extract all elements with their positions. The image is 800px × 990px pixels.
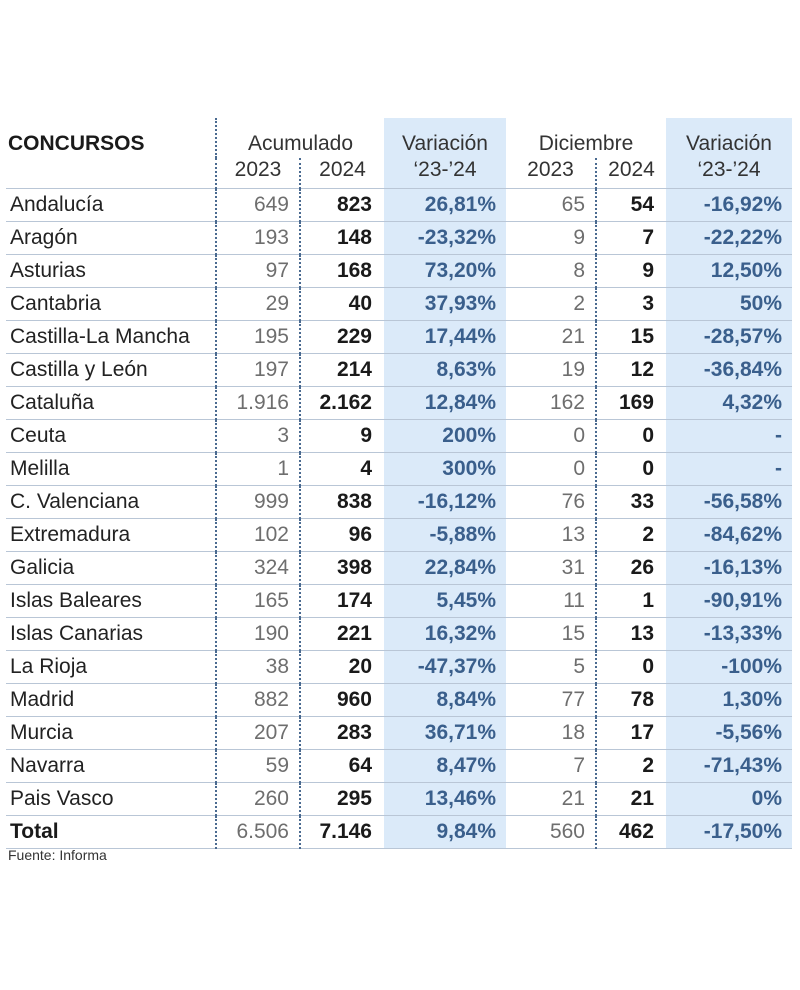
december-2024-cell: 21 (596, 783, 666, 816)
december-variation-cell: -16,13% (666, 552, 792, 585)
accumulated-2024-cell: 2.162 (300, 387, 384, 420)
accumulated-variation-cell: 200% (384, 420, 506, 453)
accumulated-2023-cell: 38 (216, 651, 300, 684)
accumulated-2023-cell: 6.506 (216, 816, 300, 849)
accumulated-2024-cell: 823 (300, 189, 384, 222)
accumulated-variation-cell: 8,63% (384, 354, 506, 387)
region-cell: Asturias (6, 255, 216, 288)
accumulated-2024-cell: 295 (300, 783, 384, 816)
december-variation-cell: 50% (666, 288, 792, 321)
region-cell: Islas Baleares (6, 585, 216, 618)
accumulated-variation-cell: 8,47% (384, 750, 506, 783)
december-2024-cell: 169 (596, 387, 666, 420)
accumulated-2024-cell: 40 (300, 288, 384, 321)
region-cell: Madrid (6, 684, 216, 717)
accumulated-2023-cell: 207 (216, 717, 300, 750)
accumulated-2023-cell: 195 (216, 321, 300, 354)
accumulated-variation-cell: 22,84% (384, 552, 506, 585)
december-variation-cell: -90,91% (666, 585, 792, 618)
region-cell: Ceuta (6, 420, 216, 453)
accumulated-variation-cell: 73,20% (384, 255, 506, 288)
header-acc-2023: 2023 (216, 158, 300, 189)
accumulated-2024-cell: 148 (300, 222, 384, 255)
december-2024-cell: 13 (596, 618, 666, 651)
accumulated-2024-cell: 838 (300, 486, 384, 519)
table-row (6, 684, 792, 717)
table-row (6, 585, 792, 618)
accumulated-2024-cell: 168 (300, 255, 384, 288)
accumulated-2023-cell: 165 (216, 585, 300, 618)
region-cell: Castilla-La Mancha (6, 321, 216, 354)
header-dec-2024: 2024 (596, 158, 666, 189)
december-2024-cell: 1 (596, 585, 666, 618)
december-2023-cell: 8 (506, 255, 596, 288)
accumulated-2023-cell: 59 (216, 750, 300, 783)
december-variation-cell: 4,32% (666, 387, 792, 420)
region-cell: Galicia (6, 552, 216, 585)
table-row (6, 321, 792, 354)
table-body (6, 189, 792, 849)
december-variation-cell: -13,33% (666, 618, 792, 651)
accumulated-variation-cell: 8,84% (384, 684, 506, 717)
december-2023-cell: 21 (506, 783, 596, 816)
region-cell: Total (6, 816, 216, 849)
december-variation-cell: 0% (666, 783, 792, 816)
december-2023-cell: 9 (506, 222, 596, 255)
accumulated-2024-cell: 174 (300, 585, 384, 618)
header-dec-variation-period: ‘23-’24 (666, 158, 792, 189)
december-variation-cell: 12,50% (666, 255, 792, 288)
december-2024-cell: 0 (596, 420, 666, 453)
table-row (6, 552, 792, 585)
accumulated-variation-cell: -16,12% (384, 486, 506, 519)
accumulated-2023-cell: 102 (216, 519, 300, 552)
accumulated-2023-cell: 882 (216, 684, 300, 717)
december-2023-cell: 18 (506, 717, 596, 750)
december-2024-cell: 78 (596, 684, 666, 717)
december-2024-cell: 0 (596, 651, 666, 684)
table-row (6, 255, 792, 288)
region-cell: Navarra (6, 750, 216, 783)
region-cell: Murcia (6, 717, 216, 750)
accumulated-variation-cell: 26,81% (384, 189, 506, 222)
header-row-groups (6, 118, 792, 158)
accumulated-variation-cell: -47,37% (384, 651, 506, 684)
december-variation-cell: -16,92% (666, 189, 792, 222)
december-2023-cell: 7 (506, 750, 596, 783)
table-title: CONCURSOS (8, 132, 145, 155)
december-2024-cell: 7 (596, 222, 666, 255)
region-cell: Cataluña (6, 387, 216, 420)
accumulated-2023-cell: 197 (216, 354, 300, 387)
december-2023-cell: 13 (506, 519, 596, 552)
table-row (6, 651, 792, 684)
december-variation-cell: 1,30% (666, 684, 792, 717)
december-2023-cell: 0 (506, 453, 596, 486)
accumulated-2023-cell: 649 (216, 189, 300, 222)
accumulated-2024-cell: 7.146 (300, 816, 384, 849)
december-variation-cell: -71,43% (666, 750, 792, 783)
accumulated-2023-cell: 260 (216, 783, 300, 816)
header-accumulated: Acumulado (216, 118, 384, 158)
header-variation-december: Variación (666, 118, 792, 158)
december-2023-cell: 5 (506, 651, 596, 684)
table-row (6, 717, 792, 750)
accumulated-2023-cell: 193 (216, 222, 300, 255)
december-2024-cell: 54 (596, 189, 666, 222)
header-acc-variation-period: ‘23-’24 (384, 158, 506, 189)
december-2024-cell: 15 (596, 321, 666, 354)
december-2024-cell: 0 (596, 453, 666, 486)
header-variation-accumulated: Variación (384, 118, 506, 158)
table-row (6, 387, 792, 420)
accumulated-2023-cell: 97 (216, 255, 300, 288)
table-row (6, 750, 792, 783)
accumulated-2024-cell: 960 (300, 684, 384, 717)
accumulated-2024-cell: 229 (300, 321, 384, 354)
december-2024-cell: 17 (596, 717, 666, 750)
region-cell: Melilla (6, 453, 216, 486)
table-row (6, 288, 792, 321)
accumulated-variation-cell: 17,44% (384, 321, 506, 354)
table-row (6, 783, 792, 816)
table-row (6, 222, 792, 255)
region-cell: La Rioja (6, 651, 216, 684)
december-2023-cell: 11 (506, 585, 596, 618)
accumulated-2023-cell: 29 (216, 288, 300, 321)
december-2023-cell: 76 (506, 486, 596, 519)
accumulated-2023-cell: 3 (216, 420, 300, 453)
table-row (6, 519, 792, 552)
december-variation-cell: -84,62% (666, 519, 792, 552)
total-row (6, 816, 792, 849)
december-2024-cell: 2 (596, 519, 666, 552)
accumulated-variation-cell: 36,71% (384, 717, 506, 750)
december-2024-cell: 12 (596, 354, 666, 387)
accumulated-variation-cell: -5,88% (384, 519, 506, 552)
region-cell: Andalucía (6, 189, 216, 222)
accumulated-2024-cell: 4 (300, 453, 384, 486)
table-row (6, 486, 792, 519)
december-variation-cell: -22,22% (666, 222, 792, 255)
accumulated-variation-cell: 13,46% (384, 783, 506, 816)
accumulated-2023-cell: 1 (216, 453, 300, 486)
region-cell: C. Valenciana (6, 486, 216, 519)
header-empty-cell (6, 158, 216, 189)
december-2023-cell: 0 (506, 420, 596, 453)
december-variation-cell: -28,57% (666, 321, 792, 354)
december-2024-cell: 2 (596, 750, 666, 783)
accumulated-2024-cell: 398 (300, 552, 384, 585)
accumulated-2024-cell: 64 (300, 750, 384, 783)
december-2024-cell: 462 (596, 816, 666, 849)
december-variation-cell: -17,50% (666, 816, 792, 849)
accumulated-variation-cell: 300% (384, 453, 506, 486)
accumulated-variation-cell: 9,84% (384, 816, 506, 849)
december-2024-cell: 9 (596, 255, 666, 288)
header-december: Diciembre (538, 132, 634, 155)
december-2023-cell: 15 (506, 618, 596, 651)
table-row (6, 453, 792, 486)
region-cell: Aragón (6, 222, 216, 255)
header-dec-2023: 2023 (527, 158, 574, 181)
december-2024-cell: 26 (596, 552, 666, 585)
december-variation-cell: -56,58% (666, 486, 792, 519)
accumulated-2024-cell: 9 (300, 420, 384, 453)
accumulated-variation-cell: 37,93% (384, 288, 506, 321)
december-2023-cell: 21 (506, 321, 596, 354)
accumulated-2024-cell: 221 (300, 618, 384, 651)
accumulated-2024-cell: 283 (300, 717, 384, 750)
december-2023-cell: 560 (506, 816, 596, 849)
header-acc-2024: 2024 (300, 158, 384, 189)
accumulated-2024-cell: 96 (300, 519, 384, 552)
accumulated-variation-cell: 5,45% (384, 585, 506, 618)
accumulated-2023-cell: 190 (216, 618, 300, 651)
source-note: Fuente: Informa (8, 847, 107, 863)
table-row (6, 618, 792, 651)
december-variation-cell: - (666, 420, 792, 453)
december-2023-cell: 31 (506, 552, 596, 585)
concursos-table (6, 118, 792, 849)
accumulated-2023-cell: 999 (216, 486, 300, 519)
concursos-table-container (6, 118, 794, 849)
december-variation-cell: -100% (666, 651, 792, 684)
region-cell: Pais Vasco (6, 783, 216, 816)
accumulated-variation-cell: -23,32% (384, 222, 506, 255)
accumulated-2024-cell: 20 (300, 651, 384, 684)
accumulated-2024-cell: 214 (300, 354, 384, 387)
december-2024-cell: 33 (596, 486, 666, 519)
accumulated-variation-cell: 16,32% (384, 618, 506, 651)
table-row (6, 354, 792, 387)
december-2023-cell: 19 (506, 354, 596, 387)
december-2023-cell: 65 (506, 189, 596, 222)
region-cell: Cantabria (6, 288, 216, 321)
accumulated-2023-cell: 324 (216, 552, 300, 585)
december-2023-cell: 162 (506, 387, 596, 420)
region-cell: Extremadura (6, 519, 216, 552)
header-row-years (6, 158, 792, 189)
table-row (6, 420, 792, 453)
december-variation-cell: -36,84% (666, 354, 792, 387)
december-2023-cell: 2 (506, 288, 596, 321)
table-row (6, 189, 792, 222)
december-variation-cell: - (666, 453, 792, 486)
december-variation-cell: -5,56% (666, 717, 792, 750)
accumulated-2023-cell: 1.916 (216, 387, 300, 420)
region-cell: Castilla y León (6, 354, 216, 387)
december-2023-cell: 77 (506, 684, 596, 717)
december-2024-cell: 3 (596, 288, 666, 321)
region-cell: Islas Canarias (6, 618, 216, 651)
accumulated-variation-cell: 12,84% (384, 387, 506, 420)
